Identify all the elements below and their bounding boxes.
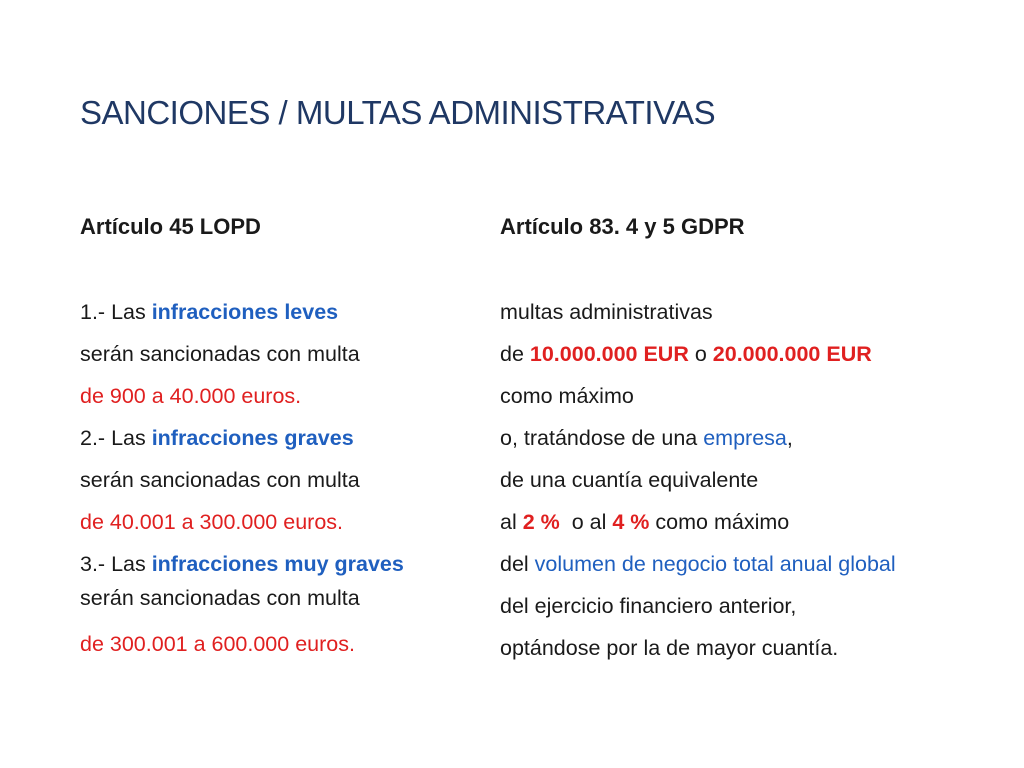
gdpr-heading: Artículo 83. 4 y 5 GDPR	[500, 214, 745, 239]
lopd-line-7: 3.- Las infracciones muy graves	[80, 552, 404, 576]
gdpr-line-4: o, tratándose de una empresa,	[500, 426, 793, 450]
infracciones-muy-graves: infracciones muy graves	[151, 552, 404, 576]
gdpr-line-1: multas administrativas	[500, 300, 713, 324]
empresa: empresa	[703, 426, 787, 450]
gdpr-line-9: optándose por la de mayor cuantía.	[500, 636, 839, 660]
gdpr-line-6: al 2 % o al 4 % como máximo	[500, 510, 790, 534]
lopd-line-9: de 300.001 a 600.000 euros.	[80, 632, 355, 656]
lopd-line-4: 2.- Las infracciones graves	[80, 426, 354, 450]
percent-4: 4 %	[612, 510, 650, 534]
infracciones-leves: infracciones leves	[151, 300, 339, 324]
page-title: SANCIONES / MULTAS ADMINISTRATIVAS	[80, 94, 716, 131]
gdpr-line-7: del volumen de negocio total anual global	[500, 552, 896, 576]
amount-20m: 20.000.000 EUR	[712, 342, 872, 366]
lopd-heading: Artículo 45 LOPD	[80, 214, 261, 239]
lopd-line-6: de 40.001 a 300.000 euros.	[80, 510, 343, 534]
gdpr-line-8: del ejercicio financiero anterior,	[500, 594, 797, 618]
volumen-negocio: volumen de negocio total anual global	[534, 552, 896, 576]
lopd-line-5: serán sancionadas con multa	[80, 468, 360, 492]
lopd-line-3: de 900 a 40.000 euros.	[80, 384, 302, 408]
percent-2: 2 %	[522, 510, 560, 534]
gdpr-line-3: como máximo	[500, 384, 634, 408]
amount-10m: 10.000.000 EUR	[529, 342, 689, 366]
gdpr-line-5: de una cuantía equivalente	[500, 468, 759, 492]
lopd-line-8: serán sancionadas con multa	[80, 586, 360, 610]
lopd-line-1: 1.- Las infracciones leves	[80, 300, 339, 324]
lopd-line-2: serán sancionadas con multa	[80, 342, 360, 366]
gdpr-line-2: de 10.000.000 EUR o 20.000.000 EUR	[500, 342, 872, 366]
infracciones-graves: infracciones graves	[151, 426, 354, 450]
